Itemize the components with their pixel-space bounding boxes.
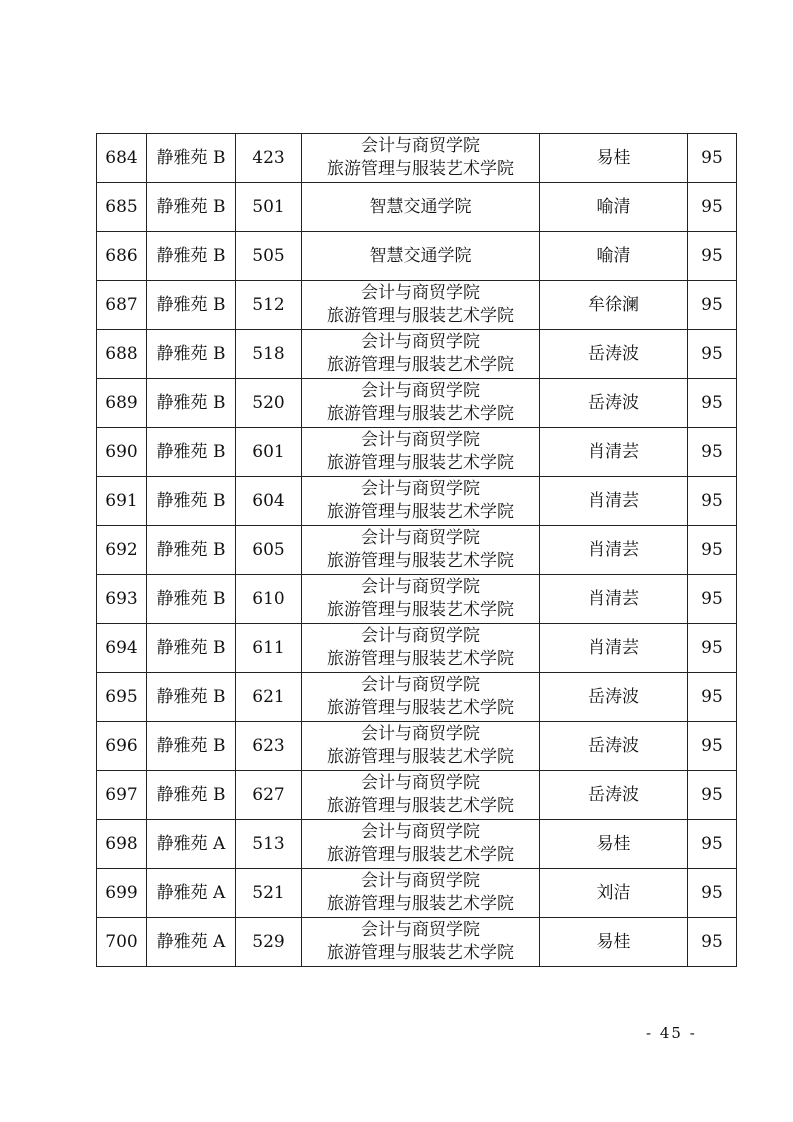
table-row [97, 624, 737, 673]
table-row [97, 183, 737, 232]
room-cell: 601 [236, 428, 302, 477]
college-line-1: 会计与商贸学院 [361, 724, 480, 744]
building-cell: 静雅苑 B [147, 673, 236, 722]
score-cell: 95 [688, 330, 737, 379]
college-cell [302, 526, 540, 575]
row-number-cell: 687 [97, 281, 147, 330]
college-line-2: 旅游管理与服装艺术学院 [327, 943, 514, 963]
table-row [97, 722, 737, 771]
row-number-cell: 688 [97, 330, 147, 379]
college-cell [302, 477, 540, 526]
row-number-cell: 686 [97, 232, 147, 281]
table-row [97, 673, 737, 722]
manager-name-cell: 刘洁 [540, 869, 688, 918]
score-cell: 95 [688, 183, 737, 232]
college-line-1: 会计与商贸学院 [361, 136, 480, 156]
college-line-1: 会计与商贸学院 [361, 283, 480, 303]
building-cell: 静雅苑 A [147, 820, 236, 869]
row-number-cell: 684 [97, 134, 147, 183]
college-line-1: 会计与商贸学院 [361, 773, 480, 793]
college-line-2: 旅游管理与服装艺术学院 [327, 698, 514, 718]
score-cell: 95 [688, 134, 737, 183]
building-cell: 静雅苑 B [147, 575, 236, 624]
row-number-cell: 689 [97, 379, 147, 428]
room-cell: 512 [236, 281, 302, 330]
manager-name-cell: 肖清芸 [540, 575, 688, 624]
score-cell: 95 [688, 869, 737, 918]
college-line-2: 旅游管理与服装艺术学院 [327, 845, 514, 865]
row-number-cell: 695 [97, 673, 147, 722]
college-line-2: 旅游管理与服装艺术学院 [327, 355, 514, 375]
college-cell [302, 183, 540, 232]
college-line-2: 旅游管理与服装艺术学院 [327, 796, 514, 816]
college-cell [302, 330, 540, 379]
building-cell: 静雅苑 B [147, 624, 236, 673]
college-line-2: 旅游管理与服装艺术学院 [327, 551, 514, 571]
college-line-1: 会计与商贸学院 [361, 430, 480, 450]
manager-name-cell: 岳涛波 [540, 673, 688, 722]
table-row [97, 428, 737, 477]
row-number-cell: 691 [97, 477, 147, 526]
score-cell: 95 [688, 673, 737, 722]
college-line-2: 旅游管理与服装艺术学院 [327, 747, 514, 767]
manager-name-cell: 岳涛波 [540, 722, 688, 771]
manager-name-cell: 喻清 [540, 183, 688, 232]
building-cell: 静雅苑 B [147, 134, 236, 183]
row-number-cell: 693 [97, 575, 147, 624]
college-cell [302, 281, 540, 330]
table-row [97, 820, 737, 869]
table-row [97, 526, 737, 575]
college-line-2: 旅游管理与服装艺术学院 [327, 453, 514, 473]
college-cell [302, 869, 540, 918]
room-cell: 501 [236, 183, 302, 232]
row-number-cell: 698 [97, 820, 147, 869]
manager-name-cell: 易桂 [540, 134, 688, 183]
college-cell [302, 379, 540, 428]
college-cell [302, 575, 540, 624]
row-number-cell: 699 [97, 869, 147, 918]
manager-name-cell: 易桂 [540, 820, 688, 869]
table-body [97, 134, 737, 967]
college-line-1: 会计与商贸学院 [361, 871, 480, 891]
college-line-2: 旅游管理与服装艺术学院 [327, 159, 514, 179]
table-row [97, 281, 737, 330]
score-cell: 95 [688, 624, 737, 673]
score-cell: 95 [688, 918, 737, 967]
college-line-1: 会计与商贸学院 [361, 822, 480, 842]
row-number-cell: 685 [97, 183, 147, 232]
table-row [97, 232, 737, 281]
row-number-cell: 694 [97, 624, 147, 673]
table-row [97, 918, 737, 967]
dormitory-table [96, 133, 737, 967]
table-row [97, 330, 737, 379]
college-line-2: 旅游管理与服装艺术学院 [327, 404, 514, 424]
room-cell: 518 [236, 330, 302, 379]
score-cell: 95 [688, 428, 737, 477]
manager-name-cell: 岳涛波 [540, 771, 688, 820]
building-cell: 静雅苑 B [147, 771, 236, 820]
room-cell: 627 [236, 771, 302, 820]
room-cell: 610 [236, 575, 302, 624]
table-row [97, 771, 737, 820]
room-cell: 521 [236, 869, 302, 918]
college-line-1: 会计与商贸学院 [361, 528, 480, 548]
score-cell: 95 [688, 820, 737, 869]
manager-name-cell: 肖清芸 [540, 428, 688, 477]
room-cell: 505 [236, 232, 302, 281]
room-cell: 605 [236, 526, 302, 575]
college-cell [302, 820, 540, 869]
college-cell [302, 771, 540, 820]
college-line-2: 旅游管理与服装艺术学院 [327, 306, 514, 326]
college-line-2: 旅游管理与服装艺术学院 [327, 894, 514, 914]
college-line-1: 会计与商贸学院 [361, 332, 480, 352]
building-cell: 静雅苑 B [147, 379, 236, 428]
building-cell: 静雅苑 B [147, 232, 236, 281]
college-line-2: 旅游管理与服装艺术学院 [327, 502, 514, 522]
manager-name-cell: 肖清芸 [540, 526, 688, 575]
college-line-2: 旅游管理与服装艺术学院 [327, 600, 514, 620]
room-cell: 623 [236, 722, 302, 771]
table-row [97, 575, 737, 624]
row-number-cell: 690 [97, 428, 147, 477]
college-cell [302, 428, 540, 477]
manager-name-cell: 喻清 [540, 232, 688, 281]
building-cell: 静雅苑 B [147, 722, 236, 771]
college-cell [302, 232, 540, 281]
college-line-1: 会计与商贸学院 [361, 577, 480, 597]
college-line-1: 会计与商贸学院 [361, 479, 480, 499]
room-cell: 520 [236, 379, 302, 428]
score-cell: 95 [688, 526, 737, 575]
building-cell: 静雅苑 B [147, 477, 236, 526]
score-cell: 95 [688, 575, 737, 624]
building-cell: 静雅苑 B [147, 281, 236, 330]
row-number-cell: 696 [97, 722, 147, 771]
college-cell [302, 134, 540, 183]
college-line-1: 会计与商贸学院 [361, 920, 480, 940]
table-row [97, 379, 737, 428]
manager-name-cell: 岳涛波 [540, 379, 688, 428]
room-cell: 423 [236, 134, 302, 183]
college-cell [302, 722, 540, 771]
college-cell [302, 673, 540, 722]
room-cell: 604 [236, 477, 302, 526]
building-cell: 静雅苑 B [147, 183, 236, 232]
score-cell: 95 [688, 379, 737, 428]
building-cell: 静雅苑 B [147, 428, 236, 477]
manager-name-cell: 易桂 [540, 918, 688, 967]
manager-name-cell: 肖清芸 [540, 477, 688, 526]
college-line-1: 会计与商贸学院 [361, 626, 480, 646]
row-number-cell: 692 [97, 526, 147, 575]
room-cell: 529 [236, 918, 302, 967]
college-line-1: 智慧交通学院 [369, 245, 472, 266]
table-row [97, 477, 737, 526]
table-row [97, 134, 737, 183]
college-line-1: 会计与商贸学院 [361, 381, 480, 401]
college-line-1: 会计与商贸学院 [361, 675, 480, 695]
room-cell: 513 [236, 820, 302, 869]
college-cell [302, 918, 540, 967]
score-cell: 95 [688, 771, 737, 820]
college-cell [302, 624, 540, 673]
college-line-2: 旅游管理与服装艺术学院 [327, 649, 514, 669]
page-number: - 45 - [646, 1024, 697, 1042]
building-cell: 静雅苑 B [147, 526, 236, 575]
room-cell: 621 [236, 673, 302, 722]
manager-name-cell: 肖清芸 [540, 624, 688, 673]
row-number-cell: 697 [97, 771, 147, 820]
manager-name-cell: 岳涛波 [540, 330, 688, 379]
building-cell: 静雅苑 B [147, 330, 236, 379]
score-cell: 95 [688, 722, 737, 771]
manager-name-cell: 牟徐澜 [540, 281, 688, 330]
building-cell: 静雅苑 A [147, 918, 236, 967]
score-cell: 95 [688, 477, 737, 526]
row-number-cell: 700 [97, 918, 147, 967]
score-cell: 95 [688, 232, 737, 281]
building-cell: 静雅苑 A [147, 869, 236, 918]
table-row [97, 869, 737, 918]
room-cell: 611 [236, 624, 302, 673]
college-line-1: 智慧交通学院 [369, 196, 472, 217]
score-cell: 95 [688, 281, 737, 330]
